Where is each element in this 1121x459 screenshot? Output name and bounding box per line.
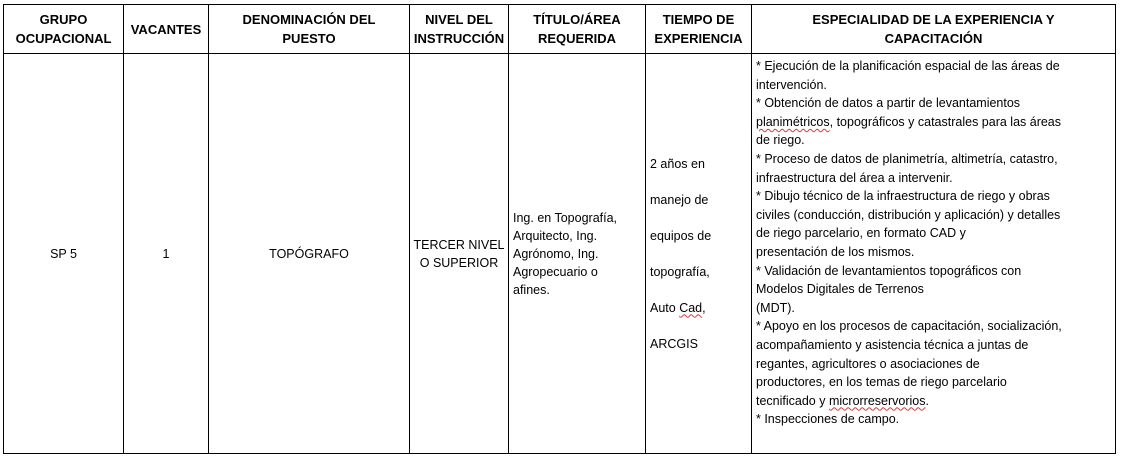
especialidad-text: , topográficos y catastrales para las áreas — [829, 114, 1062, 129]
tiempo-text: Auto — [650, 300, 680, 315]
especialidad-line: de riego. — [756, 133, 805, 148]
tiempo-line: equipos de — [650, 228, 712, 243]
tiempo-line — [650, 299, 747, 317]
especialidad-line: * Inspecciones de campo. — [756, 412, 900, 427]
especialidad-line: * Dibujo técnico de la infraestructura de riego y obras — [756, 189, 1050, 204]
cell-puesto: TOPÓGRAFO — [209, 54, 410, 454]
especialidad-line: acompañamiento y asistencia técnica a juntas de — [756, 337, 1029, 352]
especialidad-line: * Ejecución de la planificación espacial de las áreas de — [756, 59, 1060, 73]
especialidad-line — [756, 392, 1111, 411]
especialidad-text: . — [925, 393, 929, 408]
especialidad-line: regantes, agricultores o asociaciones de — [756, 356, 980, 371]
especialidad-line: presentación de los mismos. — [756, 244, 915, 259]
especialidad-line: intervención. — [756, 77, 827, 92]
tiempo-line: manejo de — [650, 192, 709, 207]
header-vacantes: VACANTES — [124, 5, 209, 54]
especialidad-line: civiles (conducción, distribución y aplicación) y detalles — [756, 207, 1061, 222]
tiempo-line: topografía, — [650, 264, 710, 279]
table-body — [4, 54, 1116, 454]
header-titulo-area: TÍTULO/ÁREA REQUERIDA — [509, 5, 646, 54]
header-row — [4, 5, 1116, 54]
especialidad-line: * Apoyo en los procesos de capacitación, socialización, — [756, 319, 1062, 334]
cell-tiempo — [646, 54, 752, 454]
especialidad-line: (MDT). — [756, 300, 795, 315]
header-nivel-instruccion: NIVEL DEL INSTRUCCIÓN — [410, 5, 509, 54]
cell-titulo: Ing. en Topografía, Arquitecto, Ing. Agrónomo, Ing. Agropecuario o afines. — [509, 54, 646, 454]
especialidad-line: Modelos Digitales de Terrenos — [756, 282, 924, 297]
especialidad-line: infraestructura del área a intervenir. — [756, 170, 953, 185]
spellcheck-word: planimétricos — [756, 114, 830, 129]
tiempo-text: , — [702, 300, 706, 315]
especialidad-line — [756, 113, 1111, 132]
table-header — [4, 5, 1116, 54]
especialidad-line: de riego parcelario, en formato CAD y — [756, 226, 966, 241]
spellcheck-word: microrreservorios — [828, 393, 926, 408]
header-denominacion-puesto: DENOMINACIÓN DEL PUESTO — [209, 5, 410, 54]
header-especialidad: ESPECIALIDAD DE LA EXPERIENCIA Y CAPACITACIÓN — [752, 5, 1116, 54]
tiempo-line: ARCGIS — [650, 336, 698, 351]
cell-grupo: SP 5 — [4, 54, 124, 454]
header-grupo-ocupacional: GRUPO OCUPACIONAL — [4, 5, 124, 54]
cell-especialidad — [752, 54, 1116, 454]
especialidad-text: tecnificado y — [756, 393, 829, 408]
job-requirements-table — [3, 4, 1116, 454]
especialidad-line: * Obtención de datos a partir de levantamientos — [756, 96, 1021, 111]
spellcheck-word: Cad — [679, 300, 703, 315]
cell-nivel: TERCER NIVEL O SUPERIOR — [410, 54, 509, 454]
especialidad-line: * Proceso de datos de planimetría, altimetría, catastro, — [756, 151, 1058, 166]
especialidad-line: productores, en los temas de riego parcelario — [756, 375, 1007, 390]
table-row — [4, 54, 1116, 454]
header-tiempo-experiencia: TIEMPO DE EXPERIENCIA — [646, 5, 752, 54]
job-requirements-table-wrapper — [3, 4, 1116, 454]
especialidad-line: * Validación de levantamientos topográficos con — [756, 263, 1022, 278]
cell-vacantes: 1 — [124, 54, 209, 454]
tiempo-line: 2 años en — [650, 156, 705, 171]
